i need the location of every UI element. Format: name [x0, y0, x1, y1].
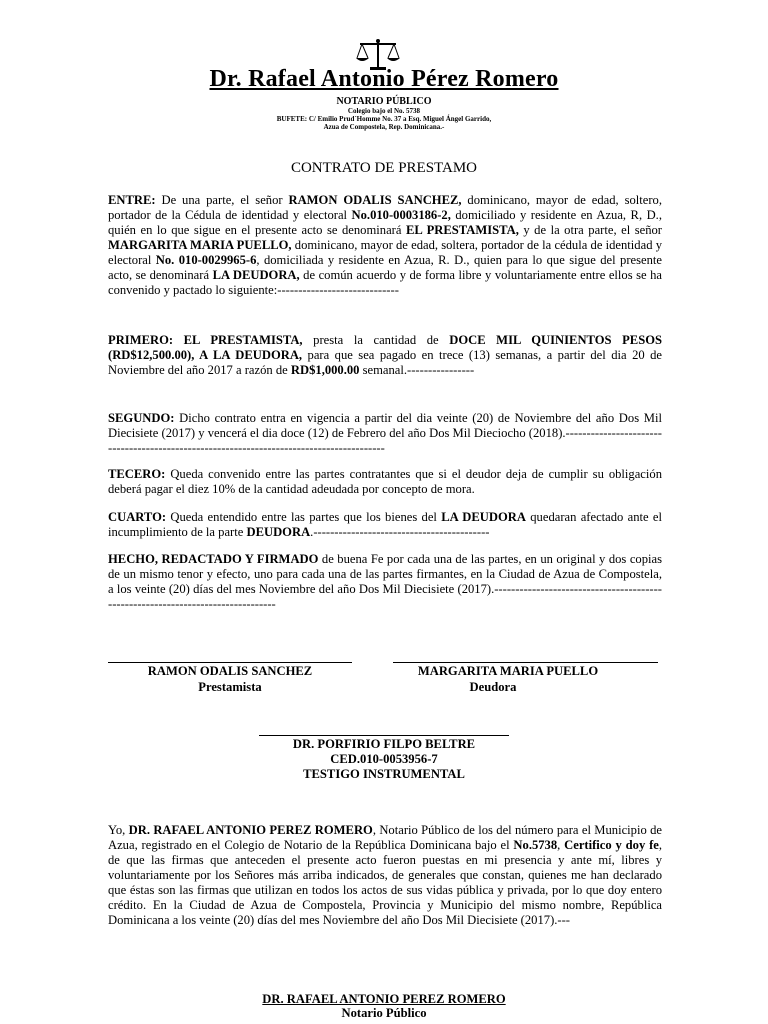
paragraph-primero: PRIMERO: EL PRESTAMISTA, presta la cantidad de DOCE MIL QUINIENTOS PESOS (RD$12,500.00), A LA DEUDORA, para que sea pagado en trece (13) semanas, a partir del dia 20 de Noviembre del año 2017 a razón de RD$1,000.00 semanal.---------------- [108, 333, 663, 377]
paragraph-notary: Yo, DR. RAFAEL ANTONIO PEREZ ROMERO, Notario Público de los del número para el Municipio de Azua, registrado en el Colegio de Notario de la República Dominicana bajo el No.5738, Certifico y doy fe, de que las firmas que anteceden el presente acto fueron puestas en mi presencia y ante mí, libres y voluntariamente por los Señores más arriba indicados, de generales que constan, quienes me han declarado que éstas son las firmas que utilizan en todos los actos de sus vidas pública y privada, por lo que doy entero crédito. En la Ciudad de Azua de Compostela, Provincia y Municipio del mismo nombre, República Dominicana a los veinte (20) días del mes Noviembre del año Dos Mil Diecisiete (2017).--- [108, 823, 663, 927]
paragraph-tecero: TECERO: Queda convenido entre las partes contratantes que si el deudor deja de cumplir su obligación deberá pagar el diez 10% de la cantidad adeudada por concepto de mora. [108, 467, 662, 496]
letterhead-college: Colegio bajo el No. 5738 [347, 107, 421, 115]
letterhead-office-line1: BUFETE: C/ Emilio Prud´Homme No. 37 a Esq. Miguel Ángel Garrido, [276, 115, 492, 123]
letterhead-office-line2: Azua de Compostela, Rep. Dominicana.- [323, 123, 445, 131]
notary-name: DR. RAFAEL ANTONIO PEREZ ROMERO [262, 992, 506, 1006]
witness-role: TESTIGO INSTRUMENTAL [303, 767, 465, 781]
lender-signature-line [108, 662, 352, 663]
debtor-role: Deudora [469, 680, 517, 694]
witness-signature-line [259, 735, 509, 736]
paragraph-segundo: SEGUNDO: Dicho contrato entra en vigencia a partir del dia veinte (20) de Noviembre del año Dos Mil Diecisiete (2017) y vencerá el dia doce (12) de Febrero del año Dos Mil Dieciocho (2018).----------------------------------------------------------------------------------------- [108, 411, 662, 455]
witness-id: CED.010-0053956-7 [330, 752, 438, 766]
debtor-name: MARGARITA MARIA PUELLO [417, 664, 599, 678]
lender-role: Prestamista [198, 680, 262, 694]
debtor-signature-line [393, 662, 658, 663]
witness-name: DR. PORFIRIO FILPO BELTRE [292, 737, 476, 751]
paragraph-cuarto: CUARTO: Queda entendido entre las partes que los bienes del LA DEUDORA quedaran afectado ante el incumplimiento de la parte DEUDORA.------------------------------------------ [108, 510, 662, 539]
paragraph-entre: ENTRE: De una parte, el señor RAMON ODALIS SANCHEZ, dominicano, mayor de edad, soltero, portador de la Cédula de identidad y electoral No.010-0003186-2, domiciliado y residente en Azua, R, D., quién en lo que sigue en el presente acto se denominará EL PRESTAMISTA, y de la otra parte, el señor MARGARITA MARIA PUELLO, dominicano, mayor de edad, soltera, portador de la cédula de identidad y electoral No. 010-0029965-6, domiciliada y residente en Azua, R. D., quien para lo que sigue del presente acto, se denominará LA DEUDORA, de común acuerdo y de forma libre y voluntariamente entre ellos se ha convenido y pactado lo siguiente:----------------------------- [108, 193, 663, 297]
contract-title: CONTRATO DE PRESTAMO [290, 160, 478, 176]
paragraph-hecho: HECHO, REDACTADO Y FIRMADO de buena Fe por cada una de las partes, en un original y dos copias de un mismo tenor y efecto, uno para cada una de las partes firmantes, en la Ciudad de Azua de Compostela, a los veinte (20) días del mes Noviembre del año Dos Mil Diecisiete (2017).-------------------------------------------------------------------------------- [108, 552, 662, 611]
notary-role: Notario Público [341, 1006, 427, 1020]
letterhead-name: Dr. Rafael Antonio Pérez Romero [209, 66, 559, 92]
lender-name: RAMON ODALIS SANCHEZ [147, 664, 313, 678]
letterhead-role: NOTARIO PÚBLICO [336, 96, 432, 107]
